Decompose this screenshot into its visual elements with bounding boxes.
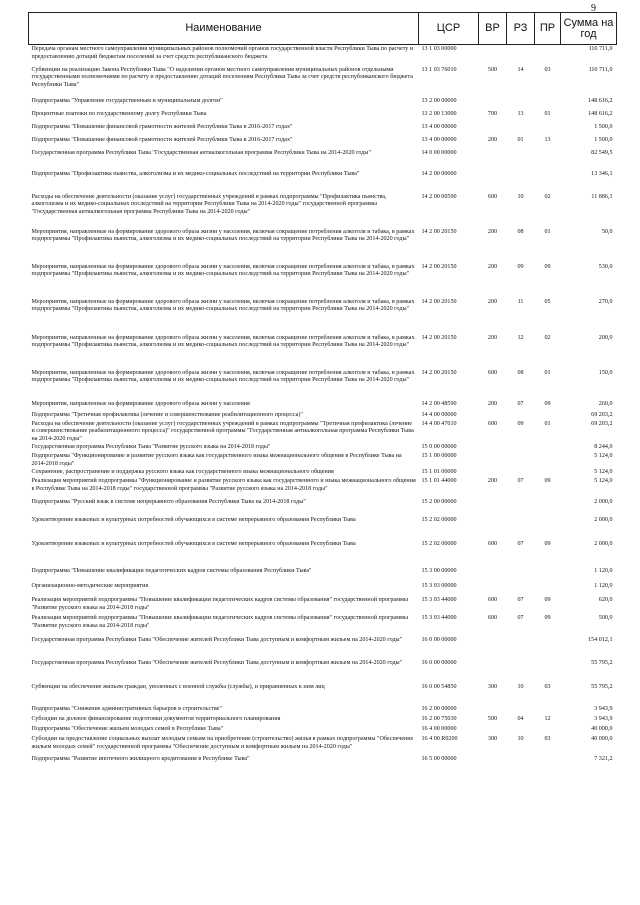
row-csr: 13 2 00 13000	[421, 110, 457, 117]
row-name: Подпрограмма "Обеспечение жильем молодых семей в Республике Тыва"	[31, 726, 224, 733]
row-sum: 8 244,0	[594, 444, 613, 451]
row-vr: 600	[487, 369, 498, 376]
table-row	[29, 411, 617, 420]
row-pr	[535, 45, 561, 66]
row-csr: 15 2 02 00000	[421, 517, 457, 524]
row-csr: 15 2 00 00000	[421, 499, 457, 506]
row-vr	[479, 443, 507, 452]
row-name: Подпрограмма "Снижение административных барьеров в строительстве"	[31, 706, 222, 713]
row-rz	[507, 725, 535, 735]
row-name: Реализация мероприятий подпрограммы "Повышение квалификации педагогических кадров системы образования" государственной программы "Развитие русского языка на 2014-2018 годы"	[31, 615, 408, 629]
table-row	[29, 477, 617, 498]
table-row	[29, 516, 617, 540]
table-row	[29, 567, 617, 582]
header-name: Наименование	[29, 13, 419, 45]
row-sum: 69 203,2	[591, 411, 613, 418]
row-vr	[479, 97, 507, 110]
row-csr: 14 2 00 20150	[421, 228, 457, 235]
row-rz	[507, 516, 535, 540]
row-sum: 260,0	[598, 400, 613, 407]
row-name: Субвенции на реализацию Закона Республики Тыва "О наделении органов местного самоуправления муниципальных районов отдельными государственными полномочиями по расчету и предоставлению дотаций поселениям Республики Тыва за счет средств республиканского бюджета Республики Тыва"	[31, 66, 413, 88]
row-vr	[479, 725, 507, 735]
row-sum: 5 124,0	[594, 453, 613, 460]
row-pr: 09	[544, 263, 551, 270]
row-csr: 14 0 00 00000	[421, 149, 457, 156]
row-rz: 10	[517, 684, 524, 691]
row-vr: 500	[487, 66, 498, 73]
row-sum: 270,0	[598, 298, 613, 305]
row-name: Подпрограмма "Профилактика пьянства, алкоголизма и их медико-социальных последствий на территории Республики Тыва"	[31, 170, 360, 177]
row-rz: 08	[517, 369, 524, 376]
row-vr: 300	[487, 684, 498, 691]
table-row	[29, 334, 617, 369]
table-row	[29, 735, 617, 755]
table-row	[29, 123, 617, 136]
row-rz: 10	[517, 736, 524, 743]
row-rz: 10	[517, 193, 524, 200]
row-name: Расходы на обеспечение деятельности (оказание услуг) государственных учреждений в рамках подпрограммы "Третичная профилактика (лечение и совершенствование реабилитационного процесса)" государственной программы "Государственная антиалкогольная программа Республики Тыва на 2014-2020 годы"	[31, 420, 414, 442]
row-vr: 200	[487, 263, 498, 270]
row-vr: 200	[487, 228, 498, 235]
table-header-row	[29, 13, 617, 45]
row-pr	[535, 582, 561, 596]
row-csr: 16 5 00 00000	[421, 756, 457, 763]
row-csr: 14 2 00 20150	[421, 298, 457, 305]
row-name: Организационно-методические мероприятия	[31, 583, 149, 590]
header-sum: Сумма на год	[561, 13, 617, 45]
row-csr: 13 1 03 00000	[421, 46, 457, 52]
row-pr: 09	[544, 541, 551, 548]
table-row	[29, 614, 617, 636]
row-name: Мероприятия, направленные на формирование здорового образа жизни у населения, включая сокращение потребления алкоголя и табака, в рамках подпрограммы "Профилактика пьянства, алкоголизма и их медико-социальных последствий на территории Республики Тыва на 2014-2020 годы"	[31, 263, 415, 278]
row-name: Подпрограмма "Управление государственным и муниципальным долгом"	[31, 97, 223, 104]
row-sum: 110 711,0	[588, 66, 613, 73]
row-sum: 2 000,0	[594, 517, 613, 524]
table-row	[29, 45, 617, 66]
row-pr	[535, 170, 561, 193]
table-row	[29, 263, 617, 298]
row-rz: 07	[517, 597, 524, 604]
row-pr: 05	[544, 298, 551, 305]
table-row	[29, 755, 617, 767]
table-row	[29, 468, 617, 477]
row-pr	[535, 659, 561, 683]
row-name: Реализация мероприятий подпрограммы "Функционирование и развитие русского языка как государственного и языка межнационального общения в Республике Тыва на 2014-2018 годы" государственной программы "Развитие русского языка на 2014-2018 годы"	[31, 478, 416, 492]
row-rz	[507, 411, 535, 420]
row-sum: 3 943,9	[594, 716, 613, 723]
row-sum: 148 616,2	[588, 110, 613, 117]
table-row	[29, 136, 617, 149]
row-vr: 200	[487, 334, 498, 341]
row-csr: 15 1 00 00000	[421, 453, 457, 460]
row-sum: 500,0	[598, 615, 613, 622]
page-number: 9	[591, 3, 596, 14]
row-vr	[479, 45, 507, 66]
row-rz	[507, 705, 535, 715]
row-pr	[535, 725, 561, 735]
row-name: Государственная программа Республики Тыва "Обеспечение жителей Республики Тыва доступным и комфортным жильем на 2014-2020 годы"	[31, 637, 403, 644]
row-rz: 14	[517, 66, 524, 73]
row-csr: 13 2 00 00000	[421, 97, 457, 104]
row-csr: 14 2 00 20150	[421, 263, 457, 270]
row-rz: 07	[517, 541, 524, 548]
row-csr: 15 3 03 00000	[421, 583, 457, 590]
row-csr: 15 1 01 00000	[421, 469, 457, 476]
row-csr: 13 4 00 00000	[421, 136, 457, 143]
row-rz	[507, 443, 535, 452]
row-vr	[479, 705, 507, 715]
row-pr	[535, 97, 561, 110]
row-name: Подпрограмма "Развитие ипотечного жилищного кредитования в Республике Тыва"	[31, 756, 250, 763]
row-pr	[535, 123, 561, 136]
row-vr	[479, 452, 507, 468]
row-csr: 15 3 00 00000	[421, 568, 457, 575]
table-row	[29, 582, 617, 596]
row-csr: 13 4 00 00000	[421, 123, 457, 130]
table-row	[29, 400, 617, 411]
row-pr	[535, 498, 561, 516]
row-csr: 14 2 00 00590	[421, 193, 457, 200]
row-rz	[507, 149, 535, 170]
row-pr: 01	[544, 110, 551, 117]
row-rz: 01	[517, 136, 524, 143]
row-csr: 14 4 00 00000	[421, 411, 457, 418]
row-pr: 03	[544, 736, 551, 743]
row-name: Подпрограмма "Третичная профилактика (лечение и совершенствование реабилитационного процесса)"	[31, 411, 303, 418]
row-pr: 13	[544, 136, 551, 143]
row-csr: 13 1 03 76010	[421, 66, 457, 73]
table-row	[29, 298, 617, 334]
row-vr	[479, 149, 507, 170]
row-vr: 500	[487, 716, 498, 723]
row-sum: 50,0	[601, 228, 613, 235]
row-pr: 01	[544, 228, 551, 235]
row-rz	[507, 636, 535, 659]
table-row	[29, 452, 617, 468]
table-row	[29, 193, 617, 228]
row-vr: 600	[487, 615, 498, 622]
row-sum: 5 124,0	[594, 478, 613, 485]
table-row	[29, 228, 617, 263]
row-sum: 2 000,0	[594, 541, 613, 548]
row-vr	[479, 567, 507, 582]
row-csr: 16 0 00 54850	[421, 684, 457, 691]
row-rz: 09	[517, 263, 524, 270]
row-sum: 530,0	[598, 263, 613, 270]
row-vr: 200	[487, 478, 498, 485]
row-rz	[507, 170, 535, 193]
row-vr: 200	[487, 136, 498, 143]
table-row	[29, 540, 617, 567]
row-sum: 200,0	[598, 334, 613, 341]
row-vr: 200	[487, 298, 498, 305]
table-row	[29, 596, 617, 614]
row-rz	[507, 45, 535, 66]
row-name: Мероприятия, направленные на формирование здорового образа жизни у населения, включая сокращение потребления алкоголя и табака, в рамках подпрограммы "Профилактика пьянства, алкоголизма и их медико-социальных последствий на территории Республики Тыва на 2014-2020 годы"	[31, 228, 415, 243]
row-pr: 09	[544, 400, 551, 407]
row-sum: 82 549,5	[591, 149, 613, 156]
row-vr	[479, 516, 507, 540]
row-rz: 09	[517, 420, 524, 427]
row-rz	[507, 582, 535, 596]
row-pr: 02	[544, 193, 551, 200]
row-sum: 1 120,0	[594, 568, 613, 575]
row-name: Подпрограмма "Повышение финансовой грамотности жителей Республики Тыва в 2016-2017 годах"	[31, 123, 293, 130]
row-name: Реализация мероприятий подпрограммы "Повышение квалификации педагогических кадров системы образования" государственной программы "Развитие русского языка на 2014-2018 годы"	[31, 597, 408, 611]
row-name: Сохранение, распространение и поддержка русского языка как государственного языка межнационального общения	[31, 469, 334, 476]
row-vr	[479, 468, 507, 477]
row-name: Субсидии на предоставление социальных выплат молодым семьям на приобретение (строительство) жилья в рамках подпрограммы "Обеспечение жильем молодых семей" государственной программы "Обеспечение доступным и комфортным жильем на 2014-2020 годы"	[31, 736, 414, 750]
row-rz: 12	[517, 334, 524, 341]
row-csr: 16 4 00 00000	[421, 726, 457, 733]
table-body	[29, 45, 617, 768]
row-pr	[535, 452, 561, 468]
row-vr	[479, 755, 507, 767]
row-pr	[535, 443, 561, 452]
row-vr: 200	[487, 400, 498, 407]
row-vr: 600	[487, 597, 498, 604]
row-csr: 14 2 00 00000	[421, 170, 457, 177]
row-name: Мероприятия, направленные на формирование здорового образа жизни у населения, включая сокращение потребления алкоголя и табака, в рамках подпрограммы "Профилактика пьянства, алкоголизма и их медико-социальных последствий на территории Республики Тыва на 2014-2020 годы"	[31, 369, 415, 384]
row-name: Субсидии на долевое финансирование подготовки документов территориального планирования	[31, 716, 281, 723]
row-pr: 09	[544, 615, 551, 622]
row-vr	[479, 123, 507, 136]
row-sum: 55 795,2	[591, 684, 613, 691]
row-sum: 69 203,2	[591, 420, 613, 427]
row-vr	[479, 582, 507, 596]
row-pr: 01	[544, 369, 551, 376]
row-csr: 14 4 00 47010	[421, 420, 457, 427]
header-pr: ПР	[535, 13, 561, 45]
row-pr: 01	[544, 420, 551, 427]
row-rz	[507, 468, 535, 477]
row-sum: 5 124,0	[594, 469, 613, 476]
header-vr: ВР	[479, 13, 507, 45]
table-row	[29, 420, 617, 444]
row-csr: 16 2 00 75030	[421, 716, 457, 723]
row-name: Мероприятия, направленные на формирование здорового образа жизни у населения, включая сокращение потребления алкоголя и табака, в рамках подпрограммы "Профилактика пьянства, алкоголизма и их медико-социальных последствий на территории Республики Тыва на 2014-2020 годы"	[31, 298, 415, 313]
table-row	[29, 725, 617, 735]
row-sum: 55 795,2	[591, 660, 613, 667]
row-name: Передача органам местного самоуправления муниципальных районов полномочий органов государственной власти Республики Тыва по расчету и предоставлению дотаций бюджетам поселений за счет средств республиканского бюджета	[31, 46, 414, 60]
table-row	[29, 97, 617, 110]
row-name: Государственная программа Республики Тыва "Развитие русского языка на 2014-2018 годы"	[31, 444, 271, 451]
row-vr	[479, 411, 507, 420]
row-pr	[535, 567, 561, 582]
row-pr	[535, 149, 561, 170]
row-name: Мероприятия, направленные на формирование здорового образа жизни у населения	[31, 400, 250, 407]
table-row	[29, 66, 617, 97]
row-sum: 154 012,1	[588, 637, 613, 644]
row-rz	[507, 123, 535, 136]
row-rz: 04	[517, 716, 524, 723]
header-csr: ЦСР	[419, 13, 479, 45]
row-vr: 600	[487, 541, 498, 548]
row-pr	[535, 411, 561, 420]
row-csr: 16 0 00 00000	[421, 637, 457, 644]
row-sum: 148 616,2	[588, 97, 613, 104]
row-sum: 7 321,2	[594, 756, 613, 763]
row-vr	[479, 636, 507, 659]
row-pr	[535, 636, 561, 659]
row-rz	[507, 659, 535, 683]
row-csr: 16 2 00 00000	[421, 706, 457, 713]
row-name: Мероприятия, направленные на формирование здорового образа жизни у населения, включая сокращение потребления алкоголя и табака, в рамках подпрограммы "Профилактика пьянства, алкоголизма и их медико-социальных последствий на территории Республики Тыва на 2014-2020 годы"	[31, 334, 415, 349]
row-sum: 2 000,0	[594, 499, 613, 506]
row-csr: 15 3 03 44000	[421, 615, 457, 622]
table-row	[29, 170, 617, 193]
row-name: Расходы на обеспечение деятельности (оказание услуг) государственных учреждений в рамках подпрограммы "Профилактика пьянства, алкоголизма и их медико-социальных последствий на территории Республики Тыва на 2014-2020 годы" государственной программы "Государственная антиалкогольная программа Республики Тыва на 2014-2020 годы"	[31, 193, 387, 215]
row-sum: 150,0	[598, 369, 613, 376]
row-rz	[507, 498, 535, 516]
row-sum: 11 886,1	[591, 193, 613, 200]
row-name: Субвенции на обеспечение жильем граждан, уволенных с военной службы (службы), и приравненных к ним лиц	[31, 684, 325, 691]
row-pr: 03	[544, 66, 551, 73]
row-name: Подпрограмма "Русский язык в системе непрерывного образования Республики Тыва на 2014-2018 годы"	[31, 499, 306, 506]
row-csr: 14 2 00 20150	[421, 369, 457, 376]
table-row	[29, 369, 617, 400]
row-vr	[479, 498, 507, 516]
row-rz: 11	[517, 298, 524, 305]
row-name: Подпрограмма "Повышение финансовой грамотности жителей Республики Тыва в 2016-2017 годах"	[31, 136, 293, 143]
row-csr: 14 2 00 48590	[421, 400, 457, 407]
row-sum: 1 500,0	[594, 136, 613, 143]
row-vr: 300	[487, 736, 498, 743]
row-vr	[479, 170, 507, 193]
row-vr: 600	[487, 420, 498, 427]
row-rz: 13	[517, 110, 524, 117]
table-row	[29, 498, 617, 516]
row-rz: 08	[517, 228, 524, 235]
table-row	[29, 110, 617, 123]
row-pr	[535, 468, 561, 477]
row-pr: 12	[544, 716, 551, 723]
table-row	[29, 443, 617, 452]
table-row	[29, 149, 617, 170]
table-row	[29, 705, 617, 715]
row-vr	[479, 659, 507, 683]
row-sum: 3 943,9	[594, 706, 613, 713]
row-rz	[507, 567, 535, 582]
row-name: Удовлетворение языковых и культурных потребностей обучающихся в системе непрерывного образования Республики Тыва	[31, 541, 356, 548]
row-pr: 09	[544, 597, 551, 604]
row-csr: 14 2 00 20150	[421, 334, 457, 341]
row-sum: 13 346,1	[591, 170, 613, 177]
budget-table	[28, 12, 617, 767]
row-rz: 07	[517, 615, 524, 622]
row-sum: 1 120,0	[594, 583, 613, 590]
row-pr	[535, 705, 561, 715]
row-rz	[507, 452, 535, 468]
row-pr: 03	[544, 684, 551, 691]
table-row	[29, 659, 617, 683]
row-name: Государственная программа Республики Тыва "Государственная антиалкогольная программа Республики Тыва на 2014-2020 годы"	[31, 149, 371, 156]
row-name: Удовлетворение языковых и культурных потребностей обучающихся в системе непрерывного образования Республики Тыва	[31, 517, 356, 524]
row-vr: 700	[487, 110, 498, 117]
row-csr: 16 0 00 00000	[421, 660, 457, 667]
row-sum: 40 000,0	[591, 736, 613, 743]
row-rz: 07	[517, 400, 524, 407]
row-sum: 110 711,0	[588, 46, 613, 52]
table-row	[29, 715, 617, 725]
row-pr	[535, 755, 561, 767]
row-csr: 15 3 03 44000	[421, 597, 457, 604]
row-sum: 620,0	[598, 597, 613, 604]
row-pr: 02	[544, 334, 551, 341]
row-csr: 15 2 02 00000	[421, 541, 457, 548]
row-vr: 600	[487, 193, 498, 200]
row-sum: 1 500,0	[594, 123, 613, 130]
row-rz	[507, 755, 535, 767]
row-name: Подпрограмма "Функционирование и развитие русского языка как государственного языка межнационального общения в Республике Тыва на 2014-2018 годы"	[31, 453, 402, 467]
table-row	[29, 636, 617, 659]
row-rz	[507, 97, 535, 110]
row-rz: 07	[517, 478, 524, 485]
row-csr: 16 4 00 R0200	[421, 736, 458, 743]
row-csr: 15 0 00 00000	[421, 444, 457, 451]
header-rz: РЗ	[507, 13, 535, 45]
row-name: Государственная программа Республики Тыва "Обеспечение жителей Республики Тыва доступным и комфортным жильем на 2014-2020 годы"	[31, 660, 403, 667]
row-pr	[535, 516, 561, 540]
row-csr: 15 1 01 44000	[421, 478, 457, 485]
row-pr: 09	[544, 478, 551, 485]
row-sum: 40 000,0	[591, 726, 613, 733]
row-name: Процентные платежи по государственному долгу Республики Тыва	[31, 110, 207, 117]
row-name: Подпрограмма "Повышение квалификации педагогических кадров системы образования Республики Тыва"	[31, 568, 312, 575]
table-row	[29, 683, 617, 705]
